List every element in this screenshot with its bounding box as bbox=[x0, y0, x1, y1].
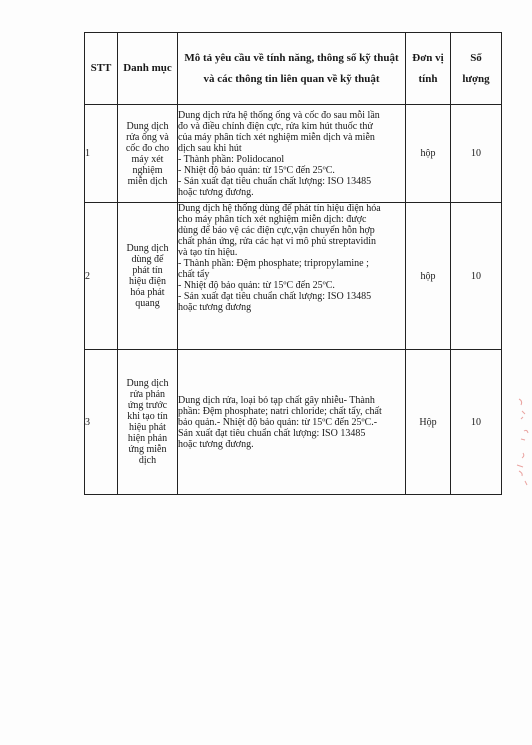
table-row bbox=[85, 350, 502, 495]
header-quantity-line: Số bbox=[470, 51, 482, 64]
stamp-mark-icon bbox=[505, 395, 532, 490]
row-description: Dung dịch rửa, loại bỏ tạp chất gây nhiễu- Thành phần: Đệm phosphate; natri chloride; chất tẩy, chất bảo quản.- Nhiệt độ bảo quản: từ 15ºC đến 25ºC.- Sản xuất đạt tiêu chuẩn chất lượng: ISO 13485 hoặc tương đương. bbox=[178, 350, 406, 495]
row-quantity: 10 bbox=[451, 203, 502, 350]
row-quantity: 10 bbox=[451, 105, 502, 203]
header-description-line: Mô tả yêu cầu về tính năng, thông số kỹ thuật bbox=[184, 51, 399, 64]
row-quantity: 10 bbox=[451, 350, 502, 495]
row-unit: hộp bbox=[406, 203, 451, 350]
row-description: Dung dịch rửa hệ thống ống và cốc đo sau mỗi lần đo và điều chỉnh điện cực, rửa kim hút thuốc thử của máy phân tích xét nghiệm miễn dịch và miễn dịch sau khi hút - Thành phần: Polidocanol - Nhiệt độ bảo quản: từ 15ºC đến 25ºC. - Sản xuất đạt tiêu chuẩn chất lượng: ISO 13485 hoặc tương đương. bbox=[178, 105, 406, 203]
header-quantity bbox=[451, 33, 502, 105]
row-unit: Hộp bbox=[406, 350, 451, 495]
stamp-mark bbox=[505, 395, 532, 490]
row-description: Dung dịch hệ thống dùng để phát tín hiệu điện hóa cho máy phân tích xét nghiệm miễn dịch: được dùng để bảo vệ các điện cực,vận chuyển hỗn hợp chất phản ứng, rửa các hạt vi mô phủ streptavidin và tạo tín hiệu. - Thành phần: Đệm phosphate; tripropylamine ; chất tẩy - Nhiệt độ bảo quản: từ 15ºC đến 25ºC. - Sản xuất đạt tiêu chuẩn chất lượng: ISO 13485 hoặc tương đương bbox=[178, 203, 406, 350]
header-stt: STT bbox=[85, 33, 118, 105]
header-category: Danh mục bbox=[118, 33, 178, 105]
header-unit-line: tính bbox=[418, 72, 438, 85]
row-stt: 3 bbox=[85, 350, 118, 495]
header-unit bbox=[406, 33, 451, 105]
row-unit: hộp bbox=[406, 105, 451, 203]
table-row bbox=[85, 105, 502, 203]
header-quantity-line: lượng bbox=[462, 72, 490, 85]
row-stt: 1 bbox=[85, 105, 118, 203]
header-unit-line: Đơn vị bbox=[412, 51, 444, 64]
row-category: Dung dịch rửa ống và cốc đo cho máy xét nghiệm miễn dịch bbox=[118, 105, 178, 203]
specification-table bbox=[84, 32, 502, 495]
header-description bbox=[178, 33, 406, 105]
table-row bbox=[85, 203, 502, 350]
row-category: Dung dịch dùng để phát tín hiệu điện hóa phát quang bbox=[118, 203, 178, 350]
header-description-line: và các thông tin liên quan về kỹ thuật bbox=[203, 72, 380, 85]
row-stt: 2 bbox=[85, 203, 118, 350]
row-category: Dung dịch rửa phản ứng trước khi tạo tín hiệu phát hiện phản ứng miễn dịch bbox=[118, 350, 178, 495]
table-header-row bbox=[85, 33, 502, 105]
